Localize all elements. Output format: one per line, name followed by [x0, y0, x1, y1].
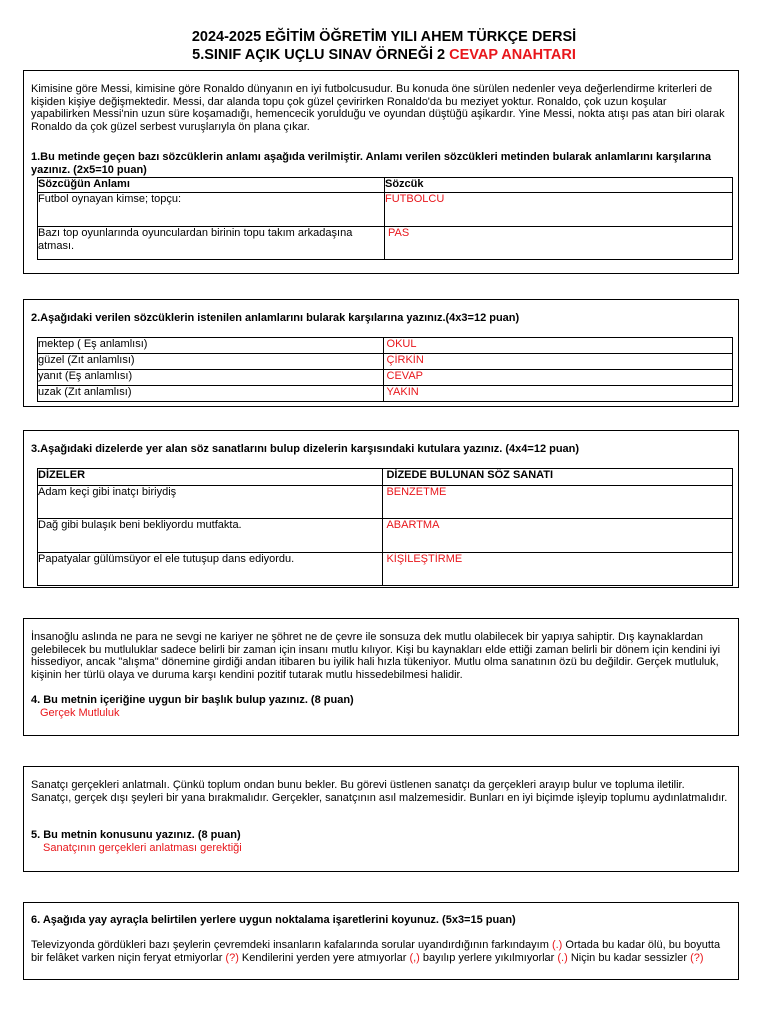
- column-header-meaning: Sözcüğün Anlamı: [38, 178, 385, 193]
- section-3: [23, 430, 739, 588]
- section-1: [23, 70, 739, 274]
- question-5-answer: Sanatçının gerçekleri anlatması gerektiği: [43, 842, 242, 854]
- line-cell: Papatyalar gülümsüyor el ele tutuşup dans ediyordu.: [38, 553, 383, 586]
- punctuation-answer: (.): [551, 939, 563, 951]
- table-row: [38, 227, 733, 260]
- column-header-figure: DİZEDE BULUNAN SÖZ SANATI: [383, 469, 733, 486]
- question-1: 1.Bu metinde geçen bazı sözcüklerin anlamı aşağıda verilmiştir. Anlamı verilen sözcükleri metinden bularak anlamlarını karşılarına yazınız. (2x5=10 puan): [31, 151, 712, 176]
- answer-cell: OKUL: [383, 338, 732, 354]
- line-cell: Adam keçi gibi inatçı biriydiş: [38, 486, 383, 519]
- answer-cell: BENZETME: [383, 486, 733, 519]
- meaning-cell: Bazı top oyunlarında oyunculardan birinin topu takım arkadaşına atması.: [38, 227, 385, 260]
- passage-text: Ortada bu kadar ölü, bu boyutta bir felâket varken niçin feryat etmiyorlar: [31, 939, 721, 964]
- question-3-table: [37, 468, 733, 586]
- table-row: [38, 519, 733, 553]
- question-4: 4. Bu metnin içeriğine uygun bir başlık bulup yazınız. (8 puan): [31, 694, 354, 706]
- section-1-passage: Kimisine göre Messi, kimisine göre Ronaldo dünyanın en iyi futbolcusudur. Bu konuda öne sürülen nedenler veya değerlendirme kriterleri de kişiden kişiye değişmektedir. Messi, dar alanda topu çok güzel çevirirken Ronaldo'da bu meziyet yoktur. Ronaldo, çok uzun koşular yapabilirken Messi'nin uzun süre koşamadığı, hemencecik yorulduğu ve oyundan düştüğü aşikardır. Yine Messi, nokta atışı pas atan biri olarak Ronaldo da çok güzel serbest vuruşlarıyla ön plana çıkar.: [31, 83, 725, 133]
- column-header-word: Sözcük: [385, 178, 733, 193]
- punctuation-answer: (?): [690, 951, 704, 964]
- section-4: [23, 618, 739, 736]
- table-row: [38, 486, 733, 519]
- column-header-lines: DİZELER: [38, 469, 383, 486]
- table-header-row: [38, 178, 733, 193]
- question-4-answer: Gerçek Mutluluk: [40, 707, 120, 719]
- answer-cell: KİŞİLEŞTİRME: [383, 553, 733, 586]
- table-row: [38, 338, 733, 354]
- question-6: 6. Aşağıda yay ayraçla belirtilen yerlere uygun noktalama işaretlerini koyunuz. (5x3=15 puan): [31, 914, 516, 926]
- passage-text: Televizyonda gördükleri bazı şeylerin çevremdeki insanların kafalarında sorular uyandırdığının farkındayım: [31, 939, 552, 951]
- answer-cell: CEVAP: [383, 370, 732, 386]
- line-cell: Dağ gibi bulaşık beni bekliyordu mutfakta.: [38, 519, 383, 553]
- word-cell: güzel (Zıt anlamlısı): [38, 354, 384, 370]
- table-row: [38, 193, 733, 227]
- table-row: [38, 354, 733, 370]
- word-cell: yanıt (Eş anlamlısı): [38, 370, 384, 386]
- answer-cell: PAS: [385, 227, 733, 260]
- punctuation-answer: (.): [557, 951, 568, 964]
- question-1-table: [37, 177, 733, 260]
- answer-cell: YAKIN: [383, 386, 732, 402]
- word-cell: mektep ( Eş anlamlısı): [38, 338, 384, 354]
- answer-cell: ÇİRKİN: [383, 354, 732, 370]
- word-cell: uzak (Zıt anlamlısı): [38, 386, 384, 402]
- table-row: [38, 386, 733, 402]
- passage-text: Kendilerini yerden yere atmıyorlar: [238, 951, 410, 964]
- table-row: [38, 370, 733, 386]
- answer-cell: FUTBOLCU: [385, 193, 733, 227]
- section-4-passage: İnsanoğlu aslında ne para ne sevgi ne kariyer ne şöhret ne de çevre ile sonsuza dek mutlu olabilecek bir yapıya sahiptir. Dış kaynaklardan gelebilecek bu mutluluklar sadece belirli bir zaman için insanı mutlu kılıyor. Kişi bu kaynakları elde ettiği zaman belirli bir dönem için kendini iyi hissediyor, ancak "alışma" dönemine girdiği andan itibaren bu iyilik hali hızla tükeniyor. Mutlu olma sanatının özü bu değildir. Gerçek mutluluk, kişinin her türlü olaya ve duruma karşı kendini pozitif tutarak mutlu hissedebilmesi halidir.: [31, 631, 721, 681]
- question-3: 3.Aşağıdaki dizelerde yer alan söz sanatlarını bulup dizelerin karşısındaki kutulara yazınız. (4x4=12 puan): [31, 443, 580, 455]
- table-row: [38, 553, 733, 586]
- answer-key-label: CEVAP ANAHTARI: [449, 47, 576, 63]
- punctuation-answer: (,): [409, 951, 420, 964]
- passage-text: bayılıp yerlere yıkılmıyorlar: [419, 951, 558, 964]
- section-6: [23, 902, 739, 980]
- question-2-table: [37, 337, 733, 402]
- table-header-row: [38, 469, 733, 486]
- question-2: 2.Aşağıdaki verilen sözcüklerin istenilen anlamlarını bularak karşılarına yazınız.(4x3=12 puan): [31, 312, 520, 324]
- section-6-passage: [31, 939, 728, 964]
- meaning-cell: Futbol oynayan kimse; topçu:: [38, 193, 385, 227]
- section-5-passage: Sanatçı gerçekleri anlatmalı. Çünkü toplum ondan bunu bekler. Bu görevi üstlenen sanatçı da gerçekleri arayıp bulur ve topluma iletilir. Sanatçı, gerçek dışı şeyleri bir yana bırakmalıdır. Gerçekler, sanatçının asıl malzemesidir. Bunları en iyi biçimde işleyip toplumu aydınlatmalıdır.: [31, 779, 728, 804]
- passage-text: Niçin bu kadar sessizler: [567, 951, 691, 964]
- section-2: [23, 299, 739, 407]
- section-5: [23, 766, 739, 872]
- question-5: 5. Bu metnin konusunu yazınız. (8 puan): [31, 829, 241, 841]
- punctuation-answer: (?): [225, 951, 239, 964]
- page-subtitle: [0, 46, 768, 64]
- page-title: 2024-2025 EĞİTİM ÖĞRETİM YILI AHEM TÜRKÇE DERSİ: [191, 29, 577, 45]
- answer-cell: ABARTMA: [383, 519, 733, 553]
- subtitle-text: 5.SINIF AÇIK UÇLU SINAV ÖRNEĞİ 2: [192, 47, 450, 63]
